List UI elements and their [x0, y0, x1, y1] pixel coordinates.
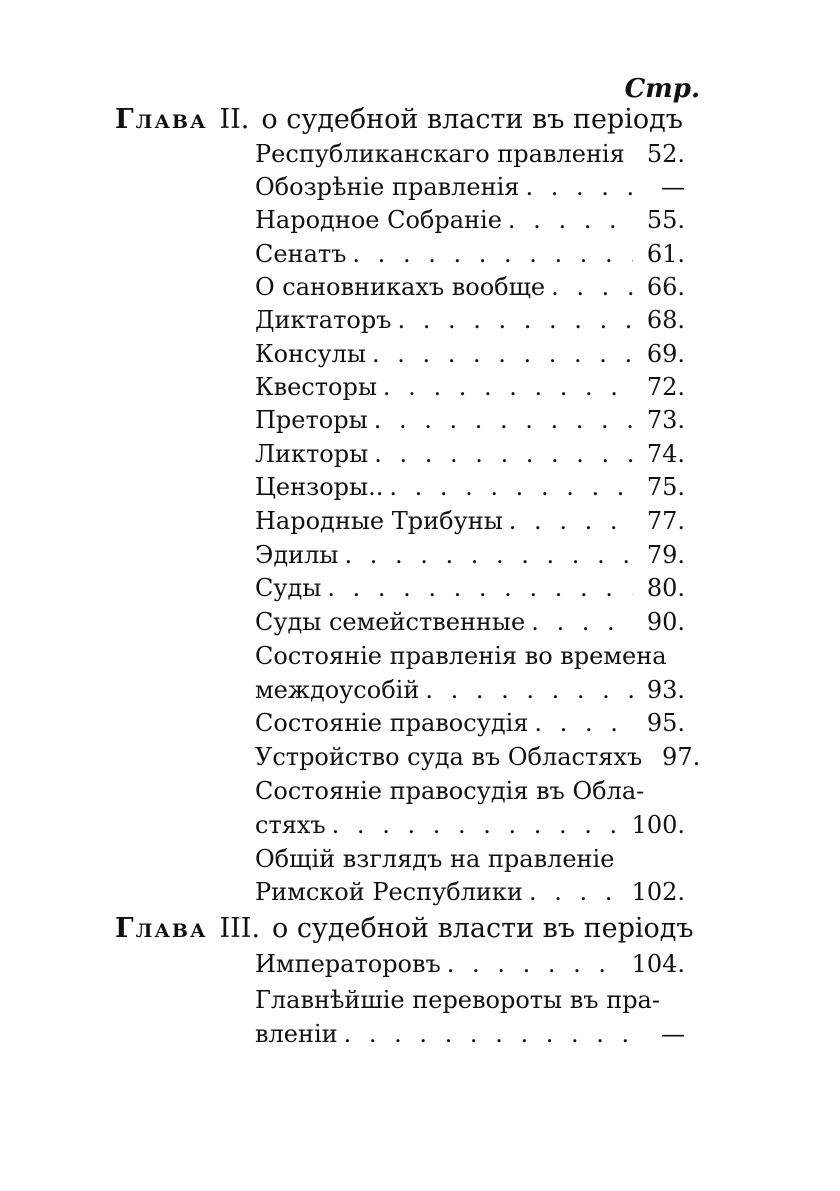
entry-title: Обозрѣніе правленія — [255, 173, 520, 201]
entry-page: 79. — [646, 541, 685, 569]
dot-leader — [344, 541, 633, 569]
entry-title: вленіи — [255, 1020, 338, 1048]
entry-title: Ликторы — [255, 440, 369, 468]
entry-title: Диктаторъ — [255, 306, 392, 334]
dot-leader — [551, 273, 633, 301]
entry-page: 97. — [662, 743, 701, 771]
toc-entry — [255, 950, 685, 983]
dot-leader — [534, 709, 633, 737]
toc-entry — [255, 541, 685, 574]
dot-leader — [525, 173, 633, 201]
toc-entry — [255, 406, 685, 439]
dot-leader — [425, 676, 633, 704]
toc-entry — [255, 473, 685, 506]
dot-leader — [509, 507, 633, 535]
entry-title: О сановникахъ вообще — [255, 273, 546, 301]
entry-title: Общій взглядъ на правленіе — [255, 845, 615, 873]
dot-leader — [332, 811, 626, 839]
entry-title: Народные Трибуны — [255, 507, 503, 535]
entry-page: 74. — [646, 440, 685, 468]
toc-entry — [255, 206, 685, 239]
toc-entry — [255, 507, 685, 540]
entry-page: 104. — [631, 950, 685, 978]
entry-title: Преторы — [255, 406, 368, 434]
entry-title: Суды — [255, 574, 322, 602]
toc-entry — [255, 273, 685, 306]
entry-page: 90. — [646, 608, 685, 636]
entry-title: Цензоры.. — [255, 473, 384, 501]
entry-title: Республиканскаго правленія — [255, 140, 625, 168]
dot-leader — [631, 140, 633, 168]
entry-title: стяхъ — [255, 811, 326, 839]
dot-leader — [389, 473, 633, 501]
toc-entry — [255, 986, 685, 1019]
entry-page: 100. — [631, 811, 685, 839]
entry-title: Состояніе правосудія — [255, 709, 529, 737]
dot-leader — [529, 878, 626, 906]
entry-page: 52. — [646, 140, 685, 168]
toc-entry — [255, 709, 685, 742]
toc-entry — [255, 306, 685, 339]
entry-page: 55. — [646, 206, 685, 234]
entry-page: 102. — [631, 878, 685, 906]
chapter-title: о судебной власти въ періодъ — [261, 104, 683, 135]
dot-leader — [508, 206, 633, 234]
page-column-label: Стр. — [624, 74, 700, 104]
entry-page: 93. — [646, 676, 685, 704]
chapter-title: о судебной власти въ періодъ — [272, 913, 694, 944]
chapter-2-heading — [115, 104, 715, 135]
entry-title: Состояніе правленія во времена — [255, 642, 667, 670]
chapter-label: Глава — [115, 913, 208, 944]
dot-leader — [344, 1020, 633, 1048]
entry-page: — — [661, 1020, 685, 1048]
entry-page: 77. — [646, 507, 685, 535]
toc-entry — [255, 574, 685, 607]
chapter-label: Глава — [115, 104, 208, 135]
toc-entry — [255, 811, 685, 844]
entry-page: 68. — [646, 306, 685, 334]
entry-title: Устройство суда въ Областяхъ — [255, 743, 643, 771]
toc-entry — [255, 140, 685, 173]
entry-title: Народное Собраніе — [255, 206, 502, 234]
entry-page: 66. — [646, 273, 685, 301]
chapter-number: III. — [219, 913, 261, 944]
toc-entry — [255, 173, 685, 206]
entry-title: Консулы — [255, 340, 366, 368]
entry-page: 69. — [646, 340, 685, 368]
entry-title: Главнѣйшіе перевороты въ пра- — [255, 986, 660, 1014]
dot-leader — [531, 608, 633, 636]
entry-title: Состояніе правосудія въ Обла- — [255, 777, 645, 805]
toc-entry — [255, 440, 685, 473]
entry-page: 72. — [646, 373, 685, 401]
toc-entry — [255, 743, 701, 776]
dot-leader — [352, 240, 633, 268]
entry-title: междоусобій — [255, 676, 420, 704]
toc-entry — [255, 340, 685, 373]
chapter-3-heading — [115, 913, 715, 944]
toc-entry — [255, 373, 685, 406]
dot-leader — [372, 340, 633, 368]
toc-entry — [255, 845, 685, 878]
dot-leader — [397, 306, 633, 334]
toc-entry — [255, 240, 685, 273]
dot-leader — [327, 574, 633, 602]
entry-title: Императоровъ — [255, 950, 441, 978]
toc-entry — [255, 777, 685, 810]
toc-entry — [255, 1020, 685, 1053]
toc-entry — [255, 878, 685, 911]
entry-page: — — [661, 173, 685, 201]
toc-entry — [255, 642, 685, 675]
dot-leader — [374, 440, 633, 468]
entry-page: 80. — [646, 574, 685, 602]
dot-leader — [374, 406, 633, 434]
dot-leader — [447, 950, 626, 978]
entry-page: 75. — [646, 473, 685, 501]
entry-page: 95. — [646, 709, 685, 737]
entry-title: Эдилы — [255, 541, 339, 569]
entry-title: Квесторы — [255, 373, 377, 401]
toc-entry — [255, 608, 685, 641]
toc-entry — [255, 676, 685, 709]
entry-page: 61. — [646, 240, 685, 268]
chapter-number: II. — [219, 104, 250, 135]
entry-title: Римской Республики — [255, 878, 523, 906]
dot-leader — [383, 373, 633, 401]
entry-title: Суды семейственные — [255, 608, 526, 636]
entry-page: 73. — [646, 406, 685, 434]
entry-title: Сенатъ — [255, 240, 347, 268]
